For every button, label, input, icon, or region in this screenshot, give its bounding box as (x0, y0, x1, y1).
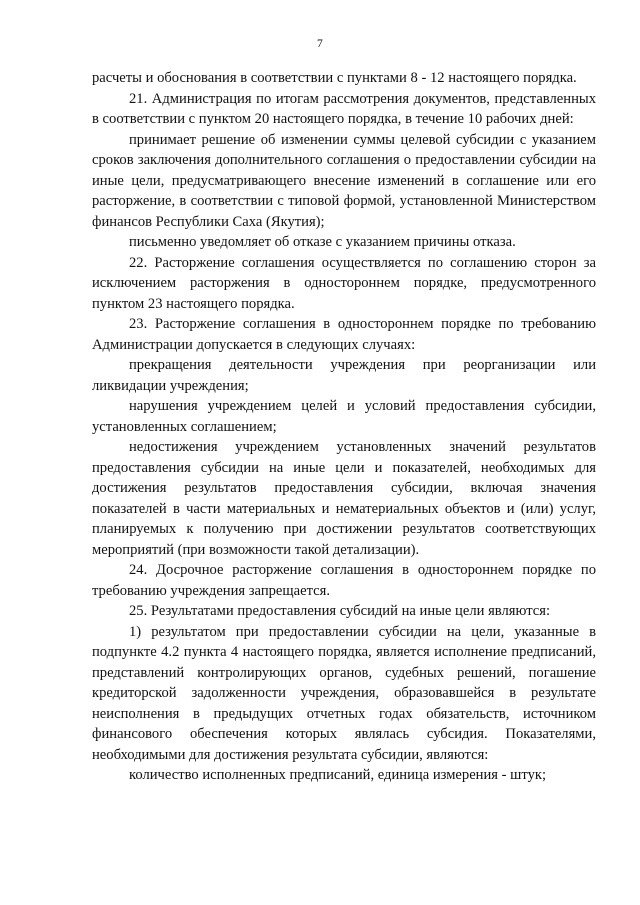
paragraph: 23. Расторжение соглашения в одностороннем порядке по требованию Администрации допускается в следующих случаях: (92, 316, 596, 353)
paragraph: расчеты и обоснования в соответствии с пунктами 8 - 12 настоящего порядка. (92, 70, 577, 86)
paragraph: 24. Досрочное расторжение соглашения в одностороннем порядке по требованию учреждения запрещается. (92, 562, 596, 599)
paragraph: письменно уведомляет об отказе с указанием причины отказа. (129, 234, 516, 250)
page-number: 7 (317, 38, 323, 50)
paragraph: количество исполненных предписаний, единица измерения - штук; (129, 767, 547, 783)
paragraph: 1) результатом при предоставлении субсидии на цели, указанные в подпункте 4.2 пункта 4 настоящего порядка, является исполнение предписаний, представлений контролирующих органов, судебных решений, погашение кредиторской задолженности учреждения, образовавшейся в результате неисполнения в предыдущих отчетных годах обязательств, источником финансового обеспечения которых являлась субсидия. Показателями, необходимыми для достижения результата субсидии, являются: (92, 623, 596, 763)
paragraph: 22. Расторжение соглашения осуществляется по соглашению сторон за исключением расторжения в одностороннем порядке, предусмотренного пунктом 23 настоящего порядка. (92, 254, 596, 312)
document-body (92, 68, 596, 786)
paragraph: 21. Администрация по итогам рассмотрения документов, представленных в соответствии с пунктом 20 настоящего порядка, в течение 10 рабочих дней: (92, 90, 596, 127)
paragraph: недостижения учреждением установленных значений результатов предоставления субсидии на иные цели и показателей, необходимых для достижения результатов предоставления субсидии, включая значения показателей в части материальных и нематериальных объектов и (или) услуг, планируемых к получению при достижении результатов соответствующих мероприятий (при возможности такой детализации). (92, 439, 596, 558)
paragraph: 25. Результатами предоставления субсидий на иные цели являются: (129, 603, 551, 619)
paragraph: принимает решение об изменении суммы целевой субсидии с указанием сроков заключения дополнительного соглашения о предоставлении субсидии на иные цели, предусматривающего внесение изменений в соглашение или его расторжение, в соответствии с типовой формой, установленной Министерством финансов Республики Саха (Якутия); (92, 131, 596, 230)
paragraph: прекращения деятельности учреждения при реорганизации или ликвидации учреждения; (92, 357, 596, 394)
paragraph: нарушения учреждением целей и условий предоставления субсидии, установленных соглашением; (92, 398, 596, 435)
